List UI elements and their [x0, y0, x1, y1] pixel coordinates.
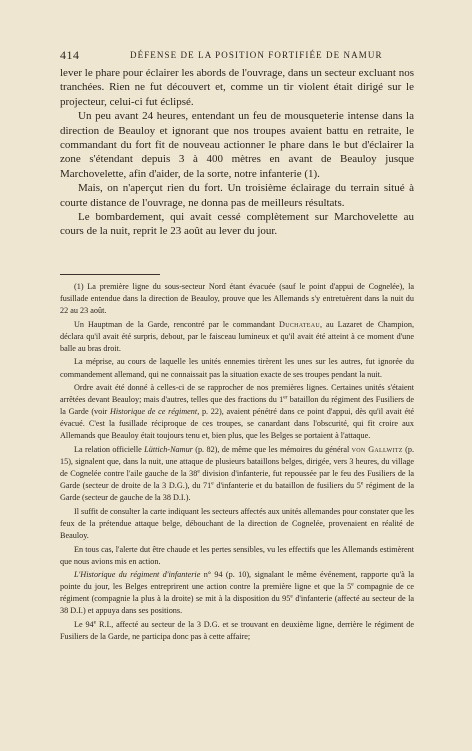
footnote-paragraph: Ordre avait été donné à celles-ci de se rapprocher de nos premières lignes. Certaines unités s'étaient arrêtées devant Beauloy; mais d'autres, telles que des fractions du 1er bataillon du régiment des Fusiliers de la Garde (voir Historique de ce régiment, p. 22), avaient pénétré dans ce point d'appui, dès qu'il avait été évacué. C'est la fusillade réciproque de ces troupes, se canardant dans l'obscurité, qui fit croire aux Allemands que Beauloy était toujours tenu et, bien plus, que les Belges se portaient à l'attaque.	[60, 383, 415, 441]
footnote-paragraph: Il suffit de consulter la carte indiquant les secteurs affectés aux unités allemandes pour constater que les feux de la prétendue attaque belge, débouchant de la direction de Cognelée, provenaient en réalité de Beauloy.	[60, 506, 414, 540]
body-paragraph: Un peu avant 24 heures, entendant un feu de mousqueterie intense dans la direction de Beauloy et ignorant que nos troupes avaient battu en retraite, le commandant du fort fit de nouveau actionner le phare dans le but d'éclairer la zone s'étendant depuis 3 à 400 mètres en avant de Beauloy jusque Marchovelette, afin d'aider, de la sorte, notre infanterie (1).	[60, 110, 414, 180]
body-paragraph: Mais, on n'aperçut rien du fort. Un troisième éclairage du terrain situé à courte distance de l'ouvrage, ne donna pas de meilleurs résultats.	[60, 182, 414, 209]
footnote-paragraph: L'Historique du régiment d'infanterie n° 94 (p. 10), signalant le même événement, rapporte qu'à la pointe du jour, les Belges entreprirent une action contre la première ligne et que la 5e compagnie de ce régiment (compagnie la plus à la droite) se mit à la disposition du 95e d'infanterie (affecté au secteur de la 38 D.I.) et appuya dans ses positions.	[60, 570, 414, 616]
footnote-paragraph: (1) La première ligne du sous-secteur Nord étant évacuée (sauf le point d'appui de Cognelée), la fusillade entendue dans la direction de Beauloy, prouve que les Allemands s'y entretuèrent dans la nuit du 22 au 23 août.	[60, 282, 414, 316]
body-text	[60, 66, 414, 239]
footnote-paragraph: Le 94e R.I., affecté au secteur de la 3 D.G. et se trouvant en deuxième ligne, derrière le régiment de Fusiliers de la Garde, ne participa donc pas à cette affaire;	[60, 619, 414, 642]
running-title: DÉFENSE DE LA POSITION FORTIFIÉE DE NAMUR	[130, 50, 383, 60]
running-header	[60, 48, 414, 62]
footnotes	[60, 281, 414, 645]
footnote-paragraph: La méprise, au cours de laquelle les unités ennemies tirèrent les unes sur les autres, fut ignorée du commandement allemand, qui ne connaissait pas la situation exacte de ses troupes pendant la nuit.	[60, 357, 414, 379]
page-number: 414	[60, 48, 80, 62]
footnote-paragraph: En tous cas, l'alerte dut être chaude et les pertes sensibles, vu les effectifs que les Allemands estimèrent que nous avions mis en action.	[60, 544, 414, 566]
body-paragraph: lever le phare pour éclairer les abords de l'ouvrage, dans un secteur excluant nos tranchées. Rien ne fut découvert et, comme un tir violent était dirigé sur le projecteur, celui-ci fut éclipsé.	[60, 67, 414, 108]
footnote-paragraph: Un Hauptman de la Garde, rencontré par le commandant Duchateau, au Lazaret de Champion, déclara qu'il avait été surpris, debout, par le faisceau lumineux et qu'il avait été atteint à ce moment d'une balle au bras droit.	[60, 319, 415, 353]
footnote-paragraph: La relation officielle Lüttich-Namur (p. 82), de même que les mémoires du général von Gallwitz (p. 15), signalent que, dans la nuit, une attaque de plusieurs bataillons belges, dirigée, vers 3 heures, du village de Cognelée contre l'aile gauche de la 38e division d'infanterie, fut repoussée par le feu des Fusiliers de la Garde (secteur de droite de la 3 D.G.), du 71e d'infanterie et du bataillon de fusiliers du 5e régiment de la Garde (secteur de gauche de la 38 D.I.).	[60, 444, 414, 503]
footnote-rule	[60, 274, 160, 275]
body-paragraph: Le bombardement, qui avait cessé complètement sur Marchovelette au cours de la nuit, reprit le 23 août au lever du jour.	[60, 211, 414, 238]
